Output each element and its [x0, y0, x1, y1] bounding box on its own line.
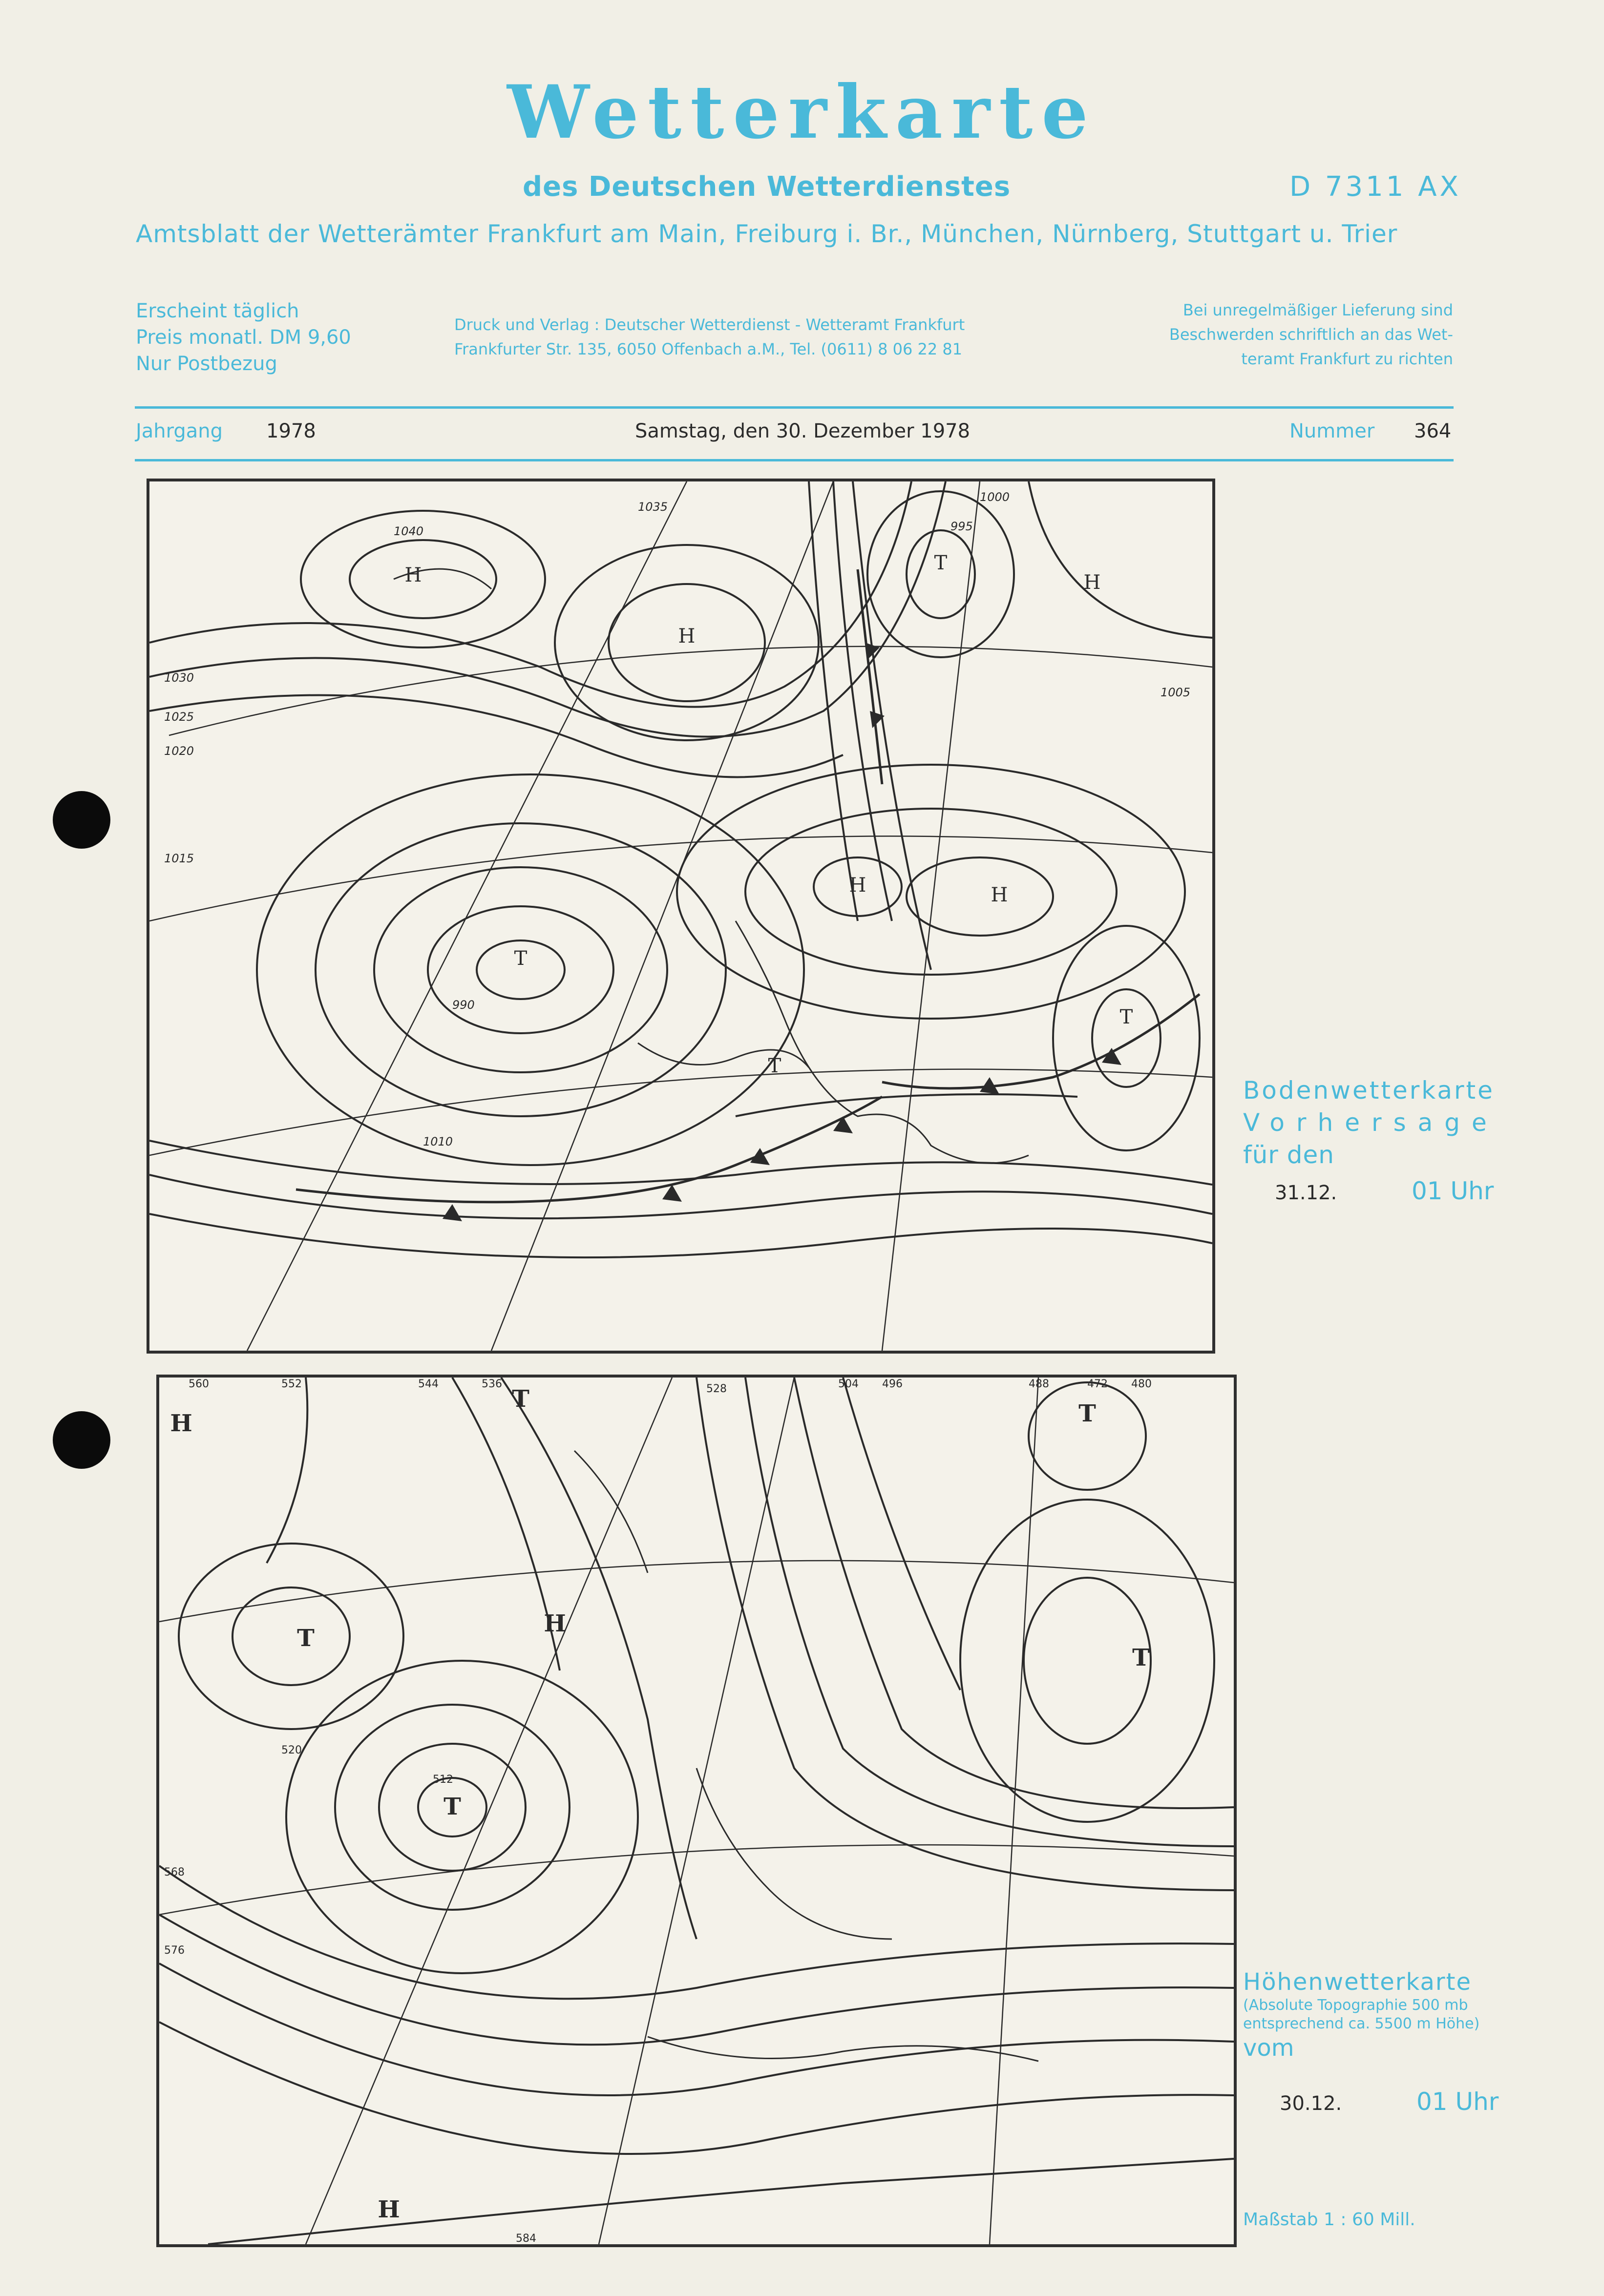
- info-center-line: Druck und Verlag : Deutscher Wetterdienst - Wetteramt Frankfurt: [454, 315, 965, 334]
- isobar-label: 1005: [1161, 686, 1191, 699]
- surface-caption-for: für den: [1243, 1141, 1334, 1169]
- contour-label: 488: [1029, 1378, 1049, 1390]
- upper-map-caption: [1243, 1968, 1479, 2063]
- jahrgang-value: 1978: [266, 420, 316, 442]
- isobar-label: 1015: [164, 852, 194, 865]
- surface-low-marker: T: [514, 947, 528, 970]
- isobar-label: 1025: [164, 710, 194, 724]
- upper-map-date: 30.12.: [1280, 2092, 1342, 2115]
- upper-caption-height: entsprechend ca. 5500 m Höhe): [1243, 2015, 1480, 2032]
- surface-map-time: 01 Uhr: [1412, 1177, 1494, 1205]
- info-center-line: Frankfurter Str. 135, 6050 Offenbach a.M., Tel. (0611) 8 06 22 81: [454, 340, 963, 358]
- nummer-value: 364: [1414, 420, 1452, 442]
- jahrgang-label: Jahrgang: [136, 420, 223, 442]
- isobar-label: 1040: [394, 524, 424, 538]
- header-divider-bottom: [135, 459, 1454, 461]
- upper-map-drawing: [159, 1378, 1234, 2244]
- upper-high-marker: H: [544, 1610, 566, 1637]
- contour-label: 560: [189, 1378, 209, 1390]
- upper-caption-from: vom: [1243, 2034, 1294, 2062]
- isobar-label: 1010: [423, 1135, 453, 1148]
- masthead-subtitle: des Deutschen Wetterdienstes: [523, 171, 1011, 203]
- masthead-title: Wetterkarte: [507, 69, 1097, 155]
- isobar-label: 1030: [164, 671, 194, 685]
- upper-low-marker: T: [1132, 1644, 1150, 1671]
- contour-label: 552: [281, 1378, 302, 1390]
- isobar-label: 1000: [980, 490, 1010, 504]
- contour-label: 480: [1131, 1378, 1152, 1390]
- upper-high-marker: H: [170, 1410, 192, 1437]
- isobar-label: 990: [452, 998, 475, 1012]
- upper-low-marker: T: [443, 1793, 461, 1820]
- surface-low-marker: T: [768, 1055, 781, 1077]
- punch-hole-top: [53, 791, 110, 849]
- upper-low-marker: T: [512, 1385, 529, 1413]
- contour-label: 576: [164, 1944, 185, 1957]
- info-left-line: Erscheint täglich: [136, 300, 299, 322]
- upper-low-marker: T: [297, 1625, 315, 1652]
- publication-code: D 7311 AX: [1289, 171, 1461, 203]
- surface-high-marker: H: [678, 625, 696, 647]
- upper-low-marker: T: [1078, 1400, 1096, 1427]
- map-scale-note: Maßstab 1 : 60 Mill.: [1243, 2210, 1415, 2230]
- contour-label: 472: [1087, 1378, 1108, 1390]
- info-right-line: Beschwerden schriftlich an das Wet-: [1169, 325, 1453, 344]
- nummer-label: Nummer: [1289, 420, 1375, 442]
- surface-map-caption: [1243, 1074, 1498, 1171]
- upper-high-marker: H: [378, 2196, 400, 2223]
- info-left-line: Nur Postbezug: [136, 353, 277, 375]
- header-divider-top: [135, 406, 1454, 409]
- official-gazette-line: Amtsblatt der Wetterämter Frankfurt am Main, Freiburg i. Br., München, Nürnberg, Stuttgart u. Trier: [136, 220, 1398, 248]
- contour-label: 512: [433, 1774, 453, 1786]
- surface-low-marker: T: [1119, 1006, 1133, 1028]
- surface-high-marker: H: [849, 874, 866, 897]
- upper-caption-topography: (Absolute Topographie 500 mb: [1243, 1997, 1468, 2014]
- publisher-info: [454, 313, 965, 361]
- upper-air-map: [156, 1375, 1237, 2247]
- subscription-info: [136, 298, 351, 377]
- upper-caption-title: Höhenwetterkarte: [1243, 1968, 1472, 1996]
- isobar-label: 1035: [638, 500, 668, 514]
- isobar-label: 1020: [164, 744, 194, 758]
- contour-label: 544: [418, 1378, 439, 1390]
- contour-label: 520: [281, 1744, 302, 1756]
- surface-weather-map: [147, 479, 1215, 1354]
- surface-high-marker: H: [404, 564, 422, 586]
- contour-label: 528: [706, 1383, 727, 1395]
- surface-high-marker: H: [991, 884, 1008, 906]
- surface-caption-forecast: Vorhersage: [1243, 1108, 1498, 1137]
- surface-map-date: 31.12.: [1275, 1182, 1337, 1204]
- info-left-line: Preis monatl. DM 9,60: [136, 326, 351, 349]
- upper-map-time: 01 Uhr: [1416, 2087, 1499, 2116]
- isobar-label: 995: [950, 520, 973, 533]
- contour-label: 504: [838, 1378, 859, 1390]
- contour-label: 496: [882, 1378, 903, 1390]
- info-right-line: Bei unregelmäßiger Lieferung sind: [1182, 301, 1453, 319]
- contour-label: 568: [164, 1866, 185, 1879]
- contour-label: 584: [516, 2233, 536, 2244]
- info-right-line: teramt Frankfurt zu richten: [1241, 350, 1453, 368]
- complaint-info: [1111, 298, 1453, 371]
- surface-low-marker: T: [934, 552, 948, 574]
- contour-label: 536: [482, 1378, 502, 1390]
- issue-date: Samstag, den 30. Dezember 1978: [635, 420, 971, 442]
- surface-high-marker: H: [1083, 571, 1101, 594]
- punch-hole-bottom: [53, 1411, 110, 1469]
- surface-map-drawing: [149, 481, 1212, 1351]
- surface-caption-title: Bodenwetterkarte: [1243, 1076, 1495, 1105]
